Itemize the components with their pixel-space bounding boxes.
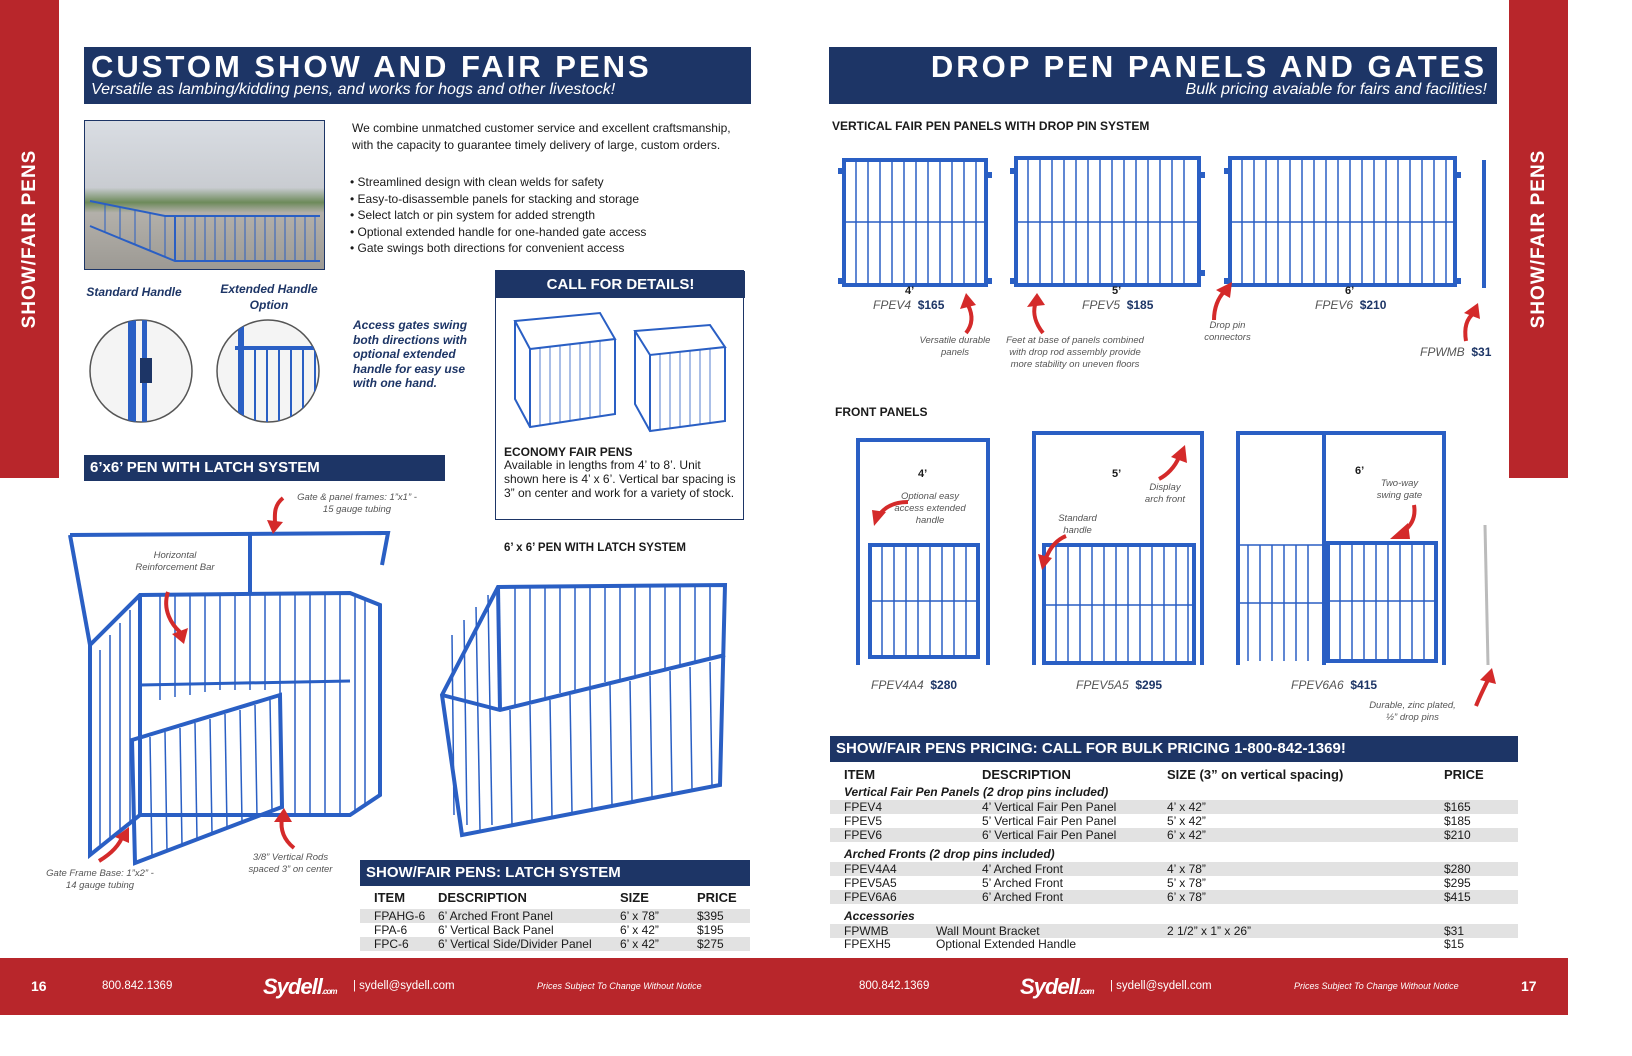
extended-handle-detail xyxy=(215,318,321,424)
latch-table xyxy=(360,888,750,952)
economy-text: Available in lengths from 4’ to 8’. Unit shown here is 4’ x 6’. Vertical bar spacing is 3” on center and work for a variety of stock. xyxy=(504,458,736,500)
price-label: FPEV5A5 $295 xyxy=(1076,678,1163,692)
standard-handle-note: Standard handle xyxy=(1058,513,1097,536)
table-row: FPEV4 4’ Vertical Fair Pen Panel 4’ x 42” $165 xyxy=(830,800,1518,814)
horizontal-bar-note: Horizontal Reinforcement Bar xyxy=(135,550,215,573)
right-title-banner xyxy=(829,47,1497,104)
pricing-table xyxy=(830,764,1518,954)
price-label: FPEV6A6 $415 xyxy=(1291,678,1378,692)
economy-pens-illustration xyxy=(510,309,730,439)
col-description: DESCRIPTION xyxy=(982,767,1071,782)
arrow-icon xyxy=(1388,503,1420,541)
feature-item: • Optional extended handle for one-handed gate access xyxy=(350,224,647,239)
col-price: PRICE xyxy=(697,890,737,905)
arrow-icon xyxy=(1470,668,1500,708)
footer-notice: Prices Subject To Change Without Notice xyxy=(537,981,702,991)
table-row: FPEV6 6’ Vertical Fair Pen Panel 6’ x 42” $210 xyxy=(830,828,1518,842)
sydell-logo: Sydell.com xyxy=(1020,974,1094,999)
display-arch-note: Display arch front xyxy=(1144,482,1186,505)
economy-title: ECONOMY FAIR PENS xyxy=(504,445,633,459)
front-panels-heading: FRONT PANELS xyxy=(835,405,928,419)
footer-phone: 800.842.1369 xyxy=(859,980,930,992)
zinc-pins-note: Durable, zinc plated, ½” drop pins xyxy=(1369,700,1456,723)
pen-heading-2: 6’ x 6’ PEN WITH LATCH SYSTEM xyxy=(504,542,686,554)
col-item: ITEM xyxy=(844,767,876,782)
left-sidebar-tab xyxy=(0,0,59,478)
feet-note: Feet at base of panels combined with drop rod assembly provide more stability on uneven floors xyxy=(1006,335,1144,370)
pen-photo-illustration xyxy=(85,121,326,271)
arrow-icon xyxy=(1036,532,1068,572)
table-header xyxy=(830,767,1518,783)
feature-item: • Streamlined design with clean welds for safety xyxy=(350,175,604,189)
page-title: CUSTOM SHOW AND FAIR PENS xyxy=(91,49,652,84)
group-heading: Vertical Fair Pen Panels (2 drop pins included) xyxy=(844,785,1109,799)
col-description: DESCRIPTION xyxy=(438,890,527,905)
arrow-icon xyxy=(160,590,190,645)
col-price: PRICE xyxy=(1444,767,1484,782)
pen-latch-illustration-2 xyxy=(440,575,745,845)
vertical-panels-heading: VERTICAL FAIR PEN PANELS WITH DROP PIN SYSTEM xyxy=(832,119,1150,133)
group-heading: Accessories xyxy=(844,909,915,923)
durable-note: Versatile durable panels xyxy=(919,335,991,358)
arrow-icon xyxy=(1460,303,1486,343)
arrow-icon xyxy=(272,808,302,850)
optional-handle-note: Optional easy access extended handle xyxy=(894,491,966,526)
price-label: FPEV4A4 $280 xyxy=(871,678,958,692)
table-row: FPEV6A6 6’ Arched Front 6’ x 78” $415 xyxy=(830,890,1518,904)
two-way-gate-note: Two-way swing gate xyxy=(1376,478,1423,501)
table-row: FPEV4A4 4’ Arched Front 4’ x 78” $280 xyxy=(830,862,1518,876)
drop-pin-note: Drop pin connectors xyxy=(1204,320,1251,343)
size-label: 6’ xyxy=(1355,465,1365,477)
col-item: ITEM xyxy=(374,890,406,905)
frames-note: Gate & panel frames: 1”x1” - 15 gauge tubing xyxy=(297,492,417,515)
arrow-icon xyxy=(958,293,980,335)
feature-item: • Gate swings both directions for convenient access xyxy=(350,241,625,255)
vertical-panels-illustration xyxy=(838,150,1498,295)
table-header xyxy=(360,890,750,906)
left-title-banner xyxy=(84,47,751,104)
intro-text: We combine unmatched customer service and excellent craftsmanship, with the capacity to guarantee timely delivery of large, custom orders. xyxy=(352,121,731,152)
price-label: FPEV4 $165 xyxy=(873,298,945,312)
page-subtitle: Bulk pricing avaiable for fairs and facilities! xyxy=(1185,81,1487,98)
arrow-icon xyxy=(1027,293,1053,335)
price-label: FPWMB $31 xyxy=(1420,345,1492,359)
call-for-details-title: CALL FOR DETAILS! xyxy=(496,271,745,298)
call-for-details-box xyxy=(495,270,744,520)
page-number-right: 17 xyxy=(1521,978,1537,994)
table-row: FPEV5 5’ Vertical Fair Pen Panel 5’ x 42” $185 xyxy=(844,814,1471,828)
footer-email[interactable]: | sydell@sydell.com xyxy=(353,980,455,992)
arrow-icon xyxy=(95,825,135,865)
table-row: FPWMB Wall Mount Bracket 2 1/2” x 1” x 26” $31 xyxy=(830,924,1518,938)
size-label: 6’ xyxy=(1345,285,1355,297)
size-label: 5’ xyxy=(1112,468,1122,480)
standard-handle-detail xyxy=(88,318,194,424)
footer-notice: Prices Subject To Change Without Notice xyxy=(1294,981,1459,991)
pricing-table-title: SHOW/FAIR PENS PRICING: CALL FOR BULK PRICING 1-800-842-1369! xyxy=(830,736,1518,762)
arrow-icon xyxy=(1155,445,1191,481)
price-label: FPEV5 $185 xyxy=(1082,298,1154,312)
latch-table-title: SHOW/FAIR PENS: LATCH SYSTEM xyxy=(360,860,750,886)
group-heading: Arched Fronts (2 drop pins included) xyxy=(844,847,1055,861)
price-label: FPEV6 $210 xyxy=(1315,298,1387,312)
right-sidebar-tab xyxy=(1509,0,1568,478)
footer-bar xyxy=(0,958,1568,1015)
table-row: FPEXH5 Optional Extended Handle $15 xyxy=(844,937,1465,951)
footer-phone: 800.842.1369 xyxy=(102,980,173,992)
extended-handle-caption: Extended Handle Option xyxy=(220,282,318,312)
sidebar-label: SHOW/FAIR PENS xyxy=(1527,149,1549,329)
table-row: FPAHG-6 6’ Arched Front Panel 6’ x 78” $395 xyxy=(360,909,750,923)
standard-handle-caption: Standard Handle xyxy=(86,285,182,299)
pen-latch-illustration xyxy=(60,525,400,875)
rods-note: 3/8” Vertical Rods spaced 3” on center xyxy=(248,852,333,875)
col-size: SIZE (3” on vertical spacing) xyxy=(1167,767,1344,782)
size-label: 4’ xyxy=(918,468,928,480)
col-size: SIZE xyxy=(620,890,649,905)
access-gates-note: Access gates swing both directions with optional extended handle for easy use with one hand. xyxy=(353,318,468,390)
base-note: Gate Frame Base: 1”x2” - 14 gauge tubing xyxy=(46,868,154,891)
size-label: 5’ xyxy=(1112,285,1122,297)
size-label: 4’ xyxy=(905,285,915,297)
arrow-icon xyxy=(263,496,293,536)
feature-item: • Select latch or pin system for added strength xyxy=(350,208,595,222)
pen-section-heading: 6’x6’ PEN WITH LATCH SYSTEM xyxy=(84,455,445,481)
page-title: DROP PEN PANELS AND GATES xyxy=(930,49,1487,84)
table-row: FPC-6 6’ Vertical Side/Divider Panel 6’ x 42” $275 xyxy=(360,937,750,951)
page-subtitle: Versatile as lambing/kidding pens, and works for hogs and other livestock! xyxy=(91,81,616,98)
pen-photo xyxy=(84,120,325,270)
sydell-logo: Sydell.com xyxy=(263,974,337,999)
arrow-icon xyxy=(870,498,910,528)
sidebar-label: SHOW/FAIR PENS xyxy=(18,149,40,329)
table-row: FPA-6 6’ Vertical Back Panel 6’ x 42” $195 xyxy=(374,923,724,937)
table-row: FPEV5A5 5’ Arched Front 5’ x 78” $295 xyxy=(844,876,1471,890)
arrow-icon xyxy=(1208,282,1234,322)
page-number-left: 16 xyxy=(31,978,47,994)
feature-item: • Easy-to-disassemble panels for stacking and storage xyxy=(350,191,640,206)
footer-email[interactable]: | sydell@sydell.com xyxy=(1110,980,1212,992)
feature-list xyxy=(350,174,750,257)
